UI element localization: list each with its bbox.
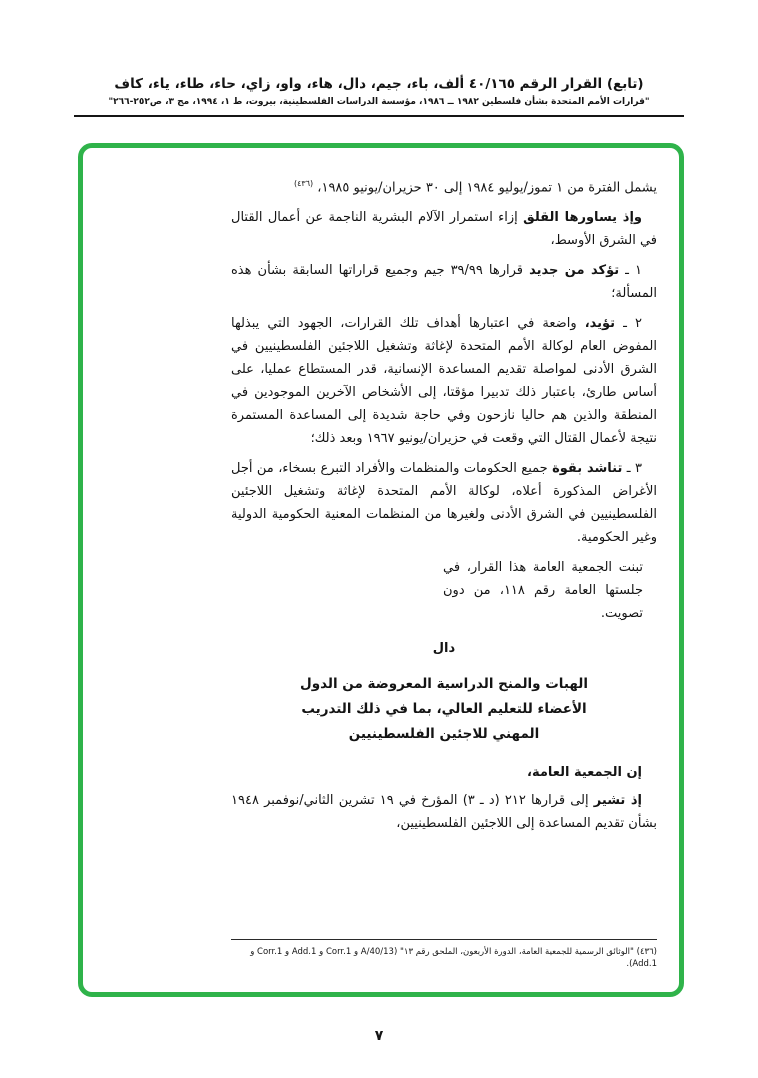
paragraph-continuation: [231, 172, 657, 199]
section-letter: دال: [432, 641, 456, 657]
item-text: قرارها ٣٩/٩٩ جيم وجميع قراراتها السابقة بشأن هذه المسألة؛: [231, 263, 657, 302]
footnote-ref: (٤٣٦): [293, 179, 314, 188]
footnote: [231, 939, 657, 970]
item-number: ١ ـ: [625, 263, 643, 279]
item-text: جميع الحكومات والمنظمات والأفراد التبرع بسخاء، من أجل الأغراض المذكورة أعلاه، لوكالة الأمم المتحدة لإغاثة وتشغيل اللاجئين الفلسطينيين في الشرق الأدنى ولغيرها من المنظمات المعنية الحكومية الدولية وغير الحكومية.: [231, 461, 657, 546]
preamble-paragraph: [231, 206, 657, 252]
section-title: الهبات والمنح الدراسية المعروضة من الدول الأعضاء للتعليم العالي، بما في ذلك التدريب المهني للاجئين الفلسطينيين: [300, 676, 588, 743]
recital-lead: إذ تشير: [593, 793, 642, 809]
recital-text: إلى قرارها ٢١٢ (د ـ ٣) المؤرخ في ١٩ تشرين الثاني/نوفمبر ١٩٤٨ بشأن تقديم المساعدة إلى اللاجئين الفلسطينيين،: [231, 793, 657, 832]
item-number: ٢ ـ: [623, 316, 642, 332]
operative-paragraph-1: [231, 259, 657, 305]
item-lead: تؤيد،: [584, 316, 616, 332]
item-lead: تؤكد من جديد: [529, 263, 620, 279]
resolution-title: (تابع) القرار الرقم ٤٠/١٦٥ ألف، باء، جيم، دال، هاء، واو، زاي، حاء، طاء، ياء، كاف: [114, 76, 644, 92]
item-number: ٣ ـ: [626, 461, 642, 477]
page-number: ٧: [374, 1028, 384, 1044]
operative-paragraph-2: [231, 312, 657, 450]
preamble-text: إزاء استمرار الآلام البشرية الناجمة عن أعمال القتال في الشرق الأوسط،: [231, 210, 657, 249]
document-header: [30, 76, 728, 117]
continuation-text: يشمل الفترة من ١ تموز/يوليو ١٩٨٤ إلى ٣٠ حزيران/يونيو ١٩٨٥،: [317, 180, 657, 196]
adoption-note: تبنت الجمعية العامة هذا القرار، في جلستها العامة رقم ١١٨، من دون تصويت.: [443, 560, 644, 622]
content-frame: [78, 143, 684, 997]
header-divider: [74, 115, 684, 117]
item-lead: تناشد بقوة: [552, 461, 623, 477]
source-citation: "قرارات الأمم المتحدة بشأن فلسطين ١٩٨٢ ــ ١٩٨٦، مؤسسة الدراسات الفلسطينية، بيروت، ط ١، ١٩٩٤، مج ٣، ص٢٥٢-٢٦٦": [108, 97, 650, 107]
preamble-intro: [231, 761, 657, 784]
item-text: واضعة في اعتبارها أهداف تلك القرارات، الجهود التي يبذلها المفوض العام لوكالة الأمم المتحدة لإغاثة وتشغيل اللاجئين الفلسطينيين في الشرق الأدنى لمواصلة تقديم المساعدة الإنسانية، قدر المستطاع عمليا، على أساس طارئ، باعتبار ذلك تدبيرا مؤقتا، إلى الأشخاص الآخرين الموجودين في المنطقة والذين هم حاليا نازحون وفي حاجة شديدة إلى المساعدة المستمرة نتيجة لأعمال القتال التي وقعت في حزيران/يونيو ١٩٦٧ وبعد ذلك؛: [231, 316, 657, 447]
preamble-lead: وإذ يساورها القلق: [523, 210, 642, 226]
recital-paragraph: [231, 789, 657, 835]
footnote-text: (٤٣٦) "الوثائق الرسمية للجمعية العامة، الدورة الأربعون، الملحق رقم ١٣" (A/40/13 و Corr.1 و Add.1 و Corr.1 و Add.1).: [250, 947, 657, 969]
operative-paragraph-3: [231, 457, 657, 549]
intro-text: إن الجمعية العامة،: [527, 765, 642, 781]
resolution-body: [83, 148, 679, 835]
